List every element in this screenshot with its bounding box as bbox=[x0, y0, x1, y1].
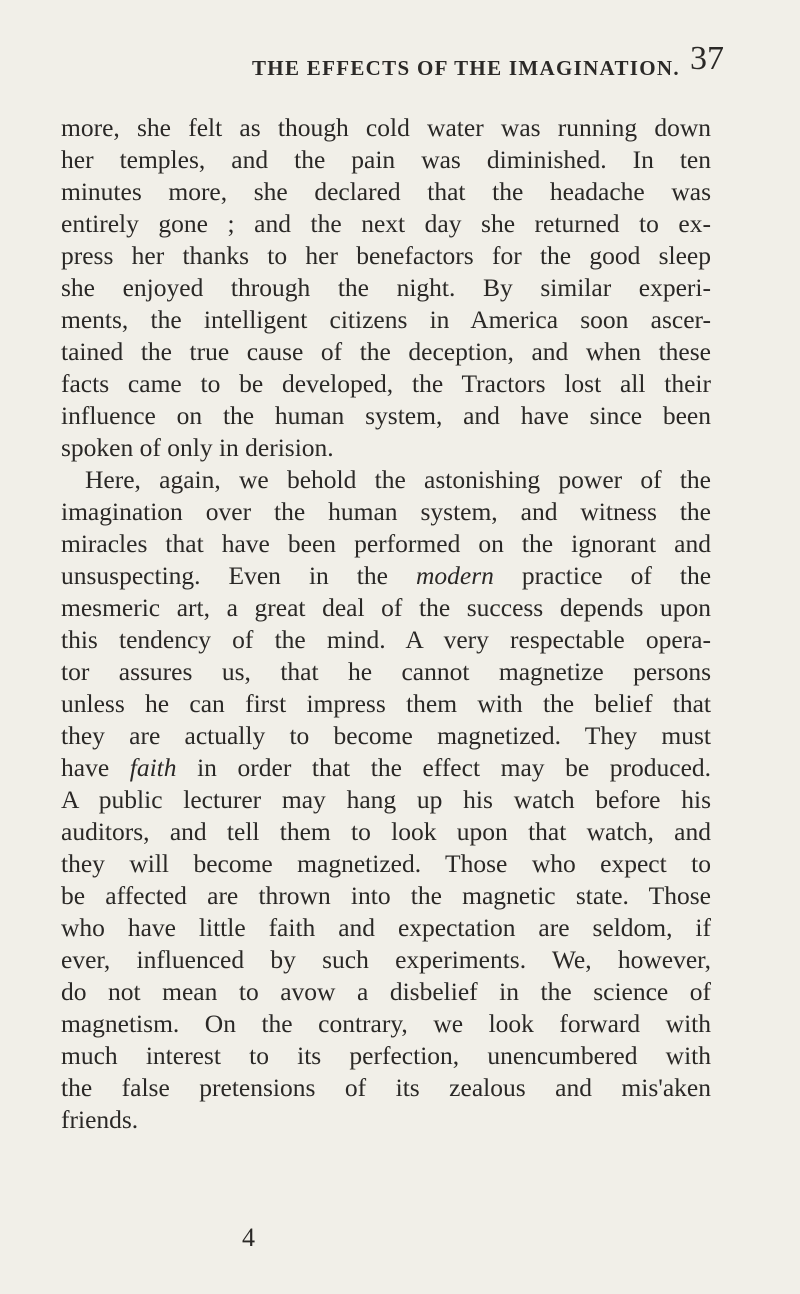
text-line: friends. bbox=[61, 1105, 139, 1134]
text-line: press her thanks to her benefactors for the good sleep bbox=[61, 241, 711, 270]
text-line: mesmeric art, a great deal of the success depends upon bbox=[61, 593, 711, 622]
text-segment: have bbox=[61, 753, 110, 782]
text-line: be affected are thrown into the magnetic state. Those bbox=[61, 881, 711, 910]
signature-mark: 4 bbox=[242, 1223, 255, 1252]
text-line: A public lecturer may hang up his watch before his bbox=[61, 785, 711, 814]
page-number: 37 bbox=[690, 40, 724, 77]
text-line: spoken of only in derision. bbox=[61, 433, 334, 462]
text-line bbox=[61, 560, 711, 592]
text-line: her temples, and the pain was diminished. In ten bbox=[61, 145, 711, 174]
text-segment: unsuspecting. Even in the bbox=[61, 561, 388, 590]
text-line: much interest to its perfection, unencumbered with bbox=[61, 1041, 711, 1070]
running-head: THE EFFECTS OF THE IMAGINATION. bbox=[252, 56, 680, 80]
text-segment: in order that the effect may be produced. bbox=[197, 753, 712, 782]
text-line: minutes more, she declared that the headache was bbox=[61, 177, 711, 206]
text-line: miracles that have been performed on the ignorant and bbox=[61, 529, 711, 558]
text-line bbox=[61, 752, 711, 784]
text-line: influence on the human system, and have since been bbox=[61, 401, 711, 430]
text-line: do not mean to avow a disbelief in the science of bbox=[61, 977, 711, 1006]
text-line: who have little faith and expectation are seldom, if bbox=[61, 913, 711, 942]
text-line: they will become magnetized. Those who expect to bbox=[61, 849, 711, 878]
text-line: facts came to be developed, the Tractors lost all their bbox=[61, 369, 711, 398]
body-text bbox=[61, 112, 711, 1136]
text-line: Here, again, we behold the astonishing power of the bbox=[85, 465, 711, 494]
text-line: the false pretensions of its zealous and mis'aken bbox=[61, 1073, 711, 1102]
text-line: more, she felt as though cold water was running down bbox=[61, 113, 711, 142]
text-line: tor assures us, that he cannot magnetize persons bbox=[61, 657, 711, 686]
text-line: imagination over the human system, and witness the bbox=[61, 497, 711, 526]
italic-text: modern bbox=[415, 561, 494, 590]
text-line: they are actually to become magnetized. They must bbox=[61, 721, 711, 750]
text-line: entirely gone ; and the next day she returned to ex- bbox=[61, 209, 711, 238]
text-line: she enjoyed through the night. By similar experi- bbox=[61, 273, 711, 302]
text-line: ever, influenced by such experiments. We, however, bbox=[61, 945, 711, 974]
text-line: ments, the intelligent citizens in America soon ascer- bbox=[61, 305, 711, 334]
text-segment: practice of the bbox=[521, 561, 712, 590]
text-line: this tendency of the mind. A very respectable opera- bbox=[61, 625, 711, 654]
text-line: magnetism. On the contrary, we look forward with bbox=[61, 1009, 711, 1038]
text-line: unless he can first impress them with the belief that bbox=[61, 689, 711, 718]
text-line: auditors, and tell them to look upon that watch, and bbox=[61, 817, 711, 846]
italic-text: faith bbox=[129, 753, 177, 782]
text-line: tained the true cause of the deception, and when these bbox=[61, 337, 711, 366]
